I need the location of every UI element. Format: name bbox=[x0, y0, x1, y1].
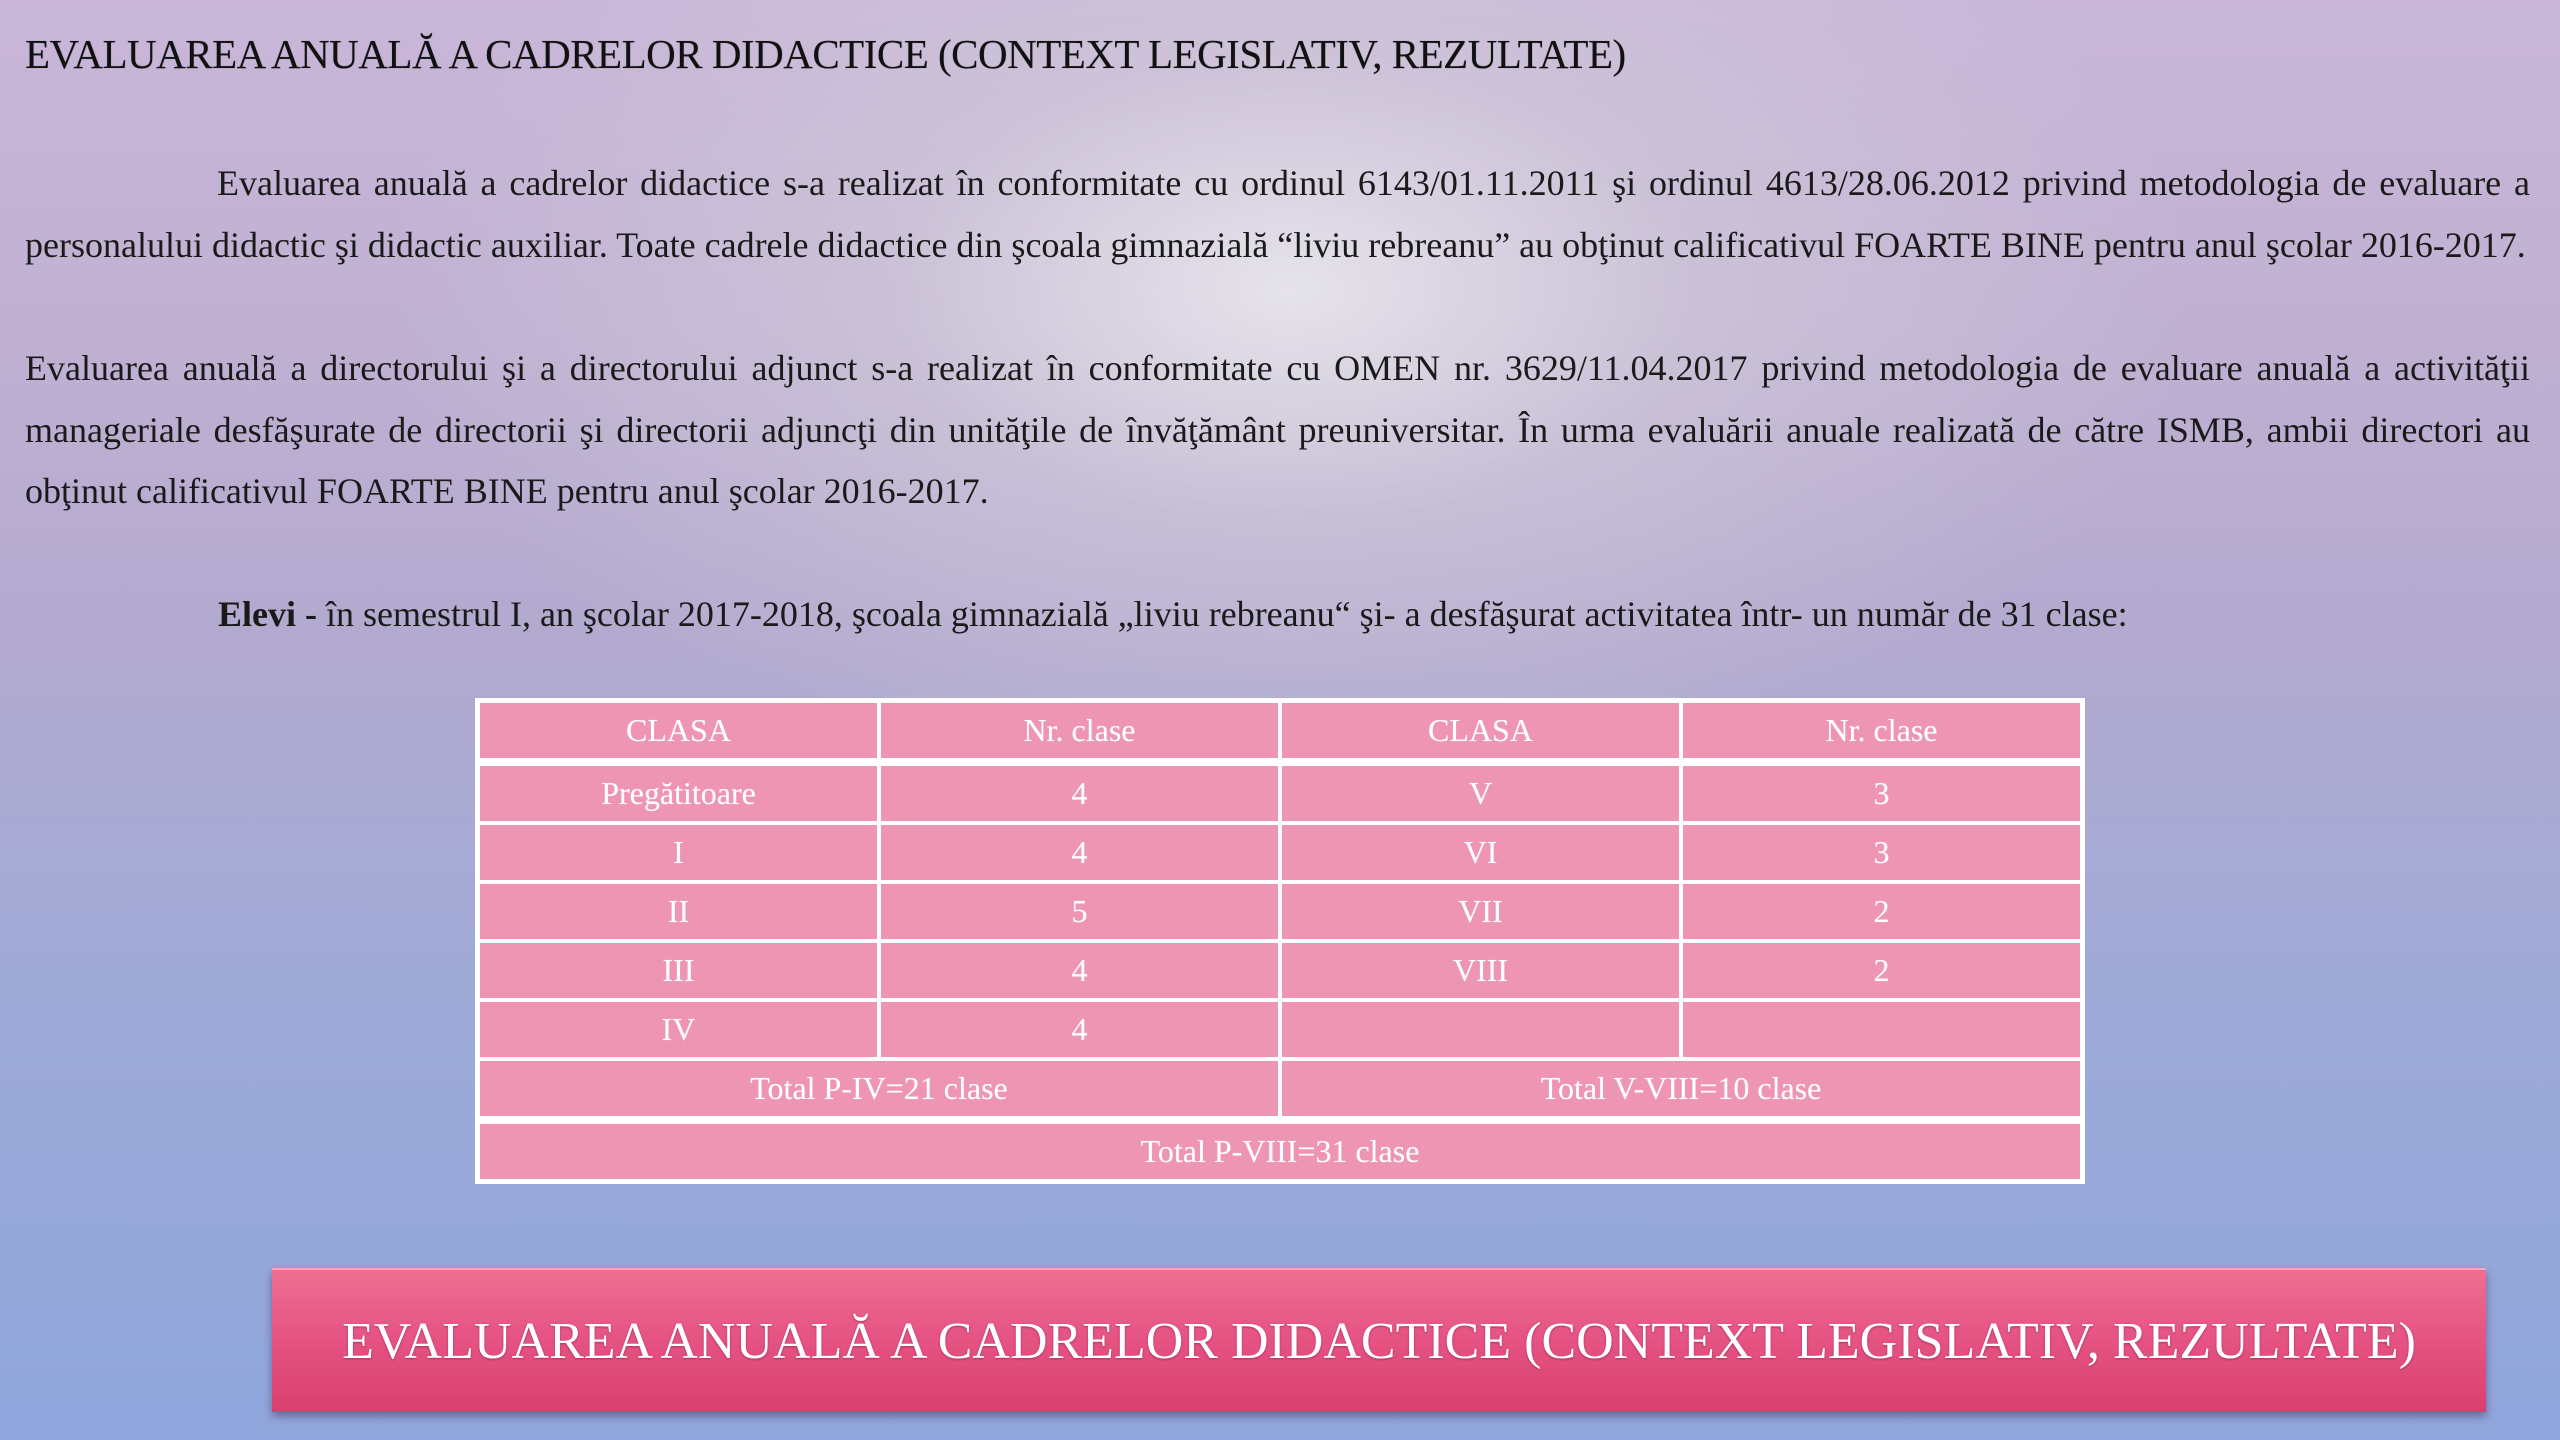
table-row bbox=[478, 764, 2082, 823]
table-row bbox=[478, 941, 2082, 1000]
table-cell: VI bbox=[1280, 823, 1681, 882]
table-cell: 4 bbox=[879, 941, 1280, 1000]
table-cell: 3 bbox=[1681, 764, 2082, 823]
table-cell: 3 bbox=[1681, 823, 2082, 882]
table-cell: V bbox=[1280, 764, 1681, 823]
students-label: Elevi - bbox=[218, 594, 317, 634]
header-cell-clasa: CLASA bbox=[478, 701, 879, 764]
classes-table bbox=[475, 698, 2085, 1184]
table-cell: 2 bbox=[1681, 882, 2082, 941]
table-cell: IV bbox=[478, 1000, 879, 1059]
subtotal-gymnasium: Total V-VIII=10 clase bbox=[1280, 1059, 2082, 1122]
table-cell bbox=[1681, 1000, 2082, 1059]
table-cell bbox=[1280, 1000, 1681, 1059]
table-total-row bbox=[478, 1122, 2082, 1181]
table-header-row bbox=[478, 701, 2082, 764]
page-title: EVALUAREA ANUALĂ A CADRELOR DIDACTICE (CONTEXT LEGISLATIV, REZULTATE) bbox=[25, 31, 1626, 77]
table-cell: 2 bbox=[1681, 941, 2082, 1000]
paragraph-directors-evaluation: Evaluarea anuală a directorului şi a directorului adjunct s-a realizat în conformitate cu OMEN nr. 3629/11.04.2017 privind metodologia de evaluare anuală a activităţii manageriale desfăşurate de directorii şi directorii adjuncţi din unităţile de învăţământ preuniversitar. În urma evaluării anuale realizată de către ISMB, ambii directori au obţinut calificativul FOARTE BINE pentru anul şcolar 2016-2017. bbox=[25, 348, 2530, 511]
students-text: în semestrul I, an şcolar 2017-2018, şcoala gimnazială „liviu rebreanu“ şi- a desfăşurat activitatea într- un număr de 31 clase: bbox=[316, 594, 2128, 634]
table-cell: 4 bbox=[879, 1000, 1280, 1059]
grand-total: Total P-VIII=31 clase bbox=[478, 1122, 2082, 1181]
students-intro bbox=[218, 584, 2128, 645]
header-cell-nr-clase: Nr. clase bbox=[879, 701, 1280, 764]
table-cell: VIII bbox=[1280, 941, 1681, 1000]
table-row bbox=[478, 1000, 2082, 1059]
title-banner bbox=[272, 1268, 2486, 1412]
paragraph-teachers-evaluation bbox=[25, 153, 2530, 276]
table-cell: 4 bbox=[879, 764, 1280, 823]
header-cell-nr-clase: Nr. clase bbox=[1681, 701, 2082, 764]
table-cell: 4 bbox=[879, 823, 1280, 882]
table-cell: 5 bbox=[879, 882, 1280, 941]
table-cell: Pregătitoare bbox=[478, 764, 879, 823]
table-subtotal-row bbox=[478, 1059, 2082, 1122]
table-row bbox=[478, 882, 2082, 941]
paragraph-teachers-text: Evaluarea anuală a cadrelor didactice s-a realizat în conformitate cu ordinul 6143/01.11.2011 şi ordinul 4613/28.06.2012 privind metodologia de evaluare a personalului didactic şi didactic auxiliar. Toate cadrele didactice din şcoala gimnazială “liviu rebreanu” au obţinut calificativul FOARTE BINE pentru anul şcolar 2016-2017. bbox=[25, 163, 2530, 265]
table-cell: II bbox=[478, 882, 879, 941]
table-row bbox=[478, 823, 2082, 882]
banner-text: EVALUAREA ANUALĂ A CADRELOR DIDACTICE (CONTEXT LEGISLATIV, REZULTATE) bbox=[342, 1312, 2416, 1370]
header-cell-clasa: CLASA bbox=[1280, 701, 1681, 764]
table-cell: I bbox=[478, 823, 879, 882]
table-cell: VII bbox=[1280, 882, 1681, 941]
table-cell: III bbox=[478, 941, 879, 1000]
subtotal-primary: Total P-IV=21 clase bbox=[478, 1059, 1280, 1122]
